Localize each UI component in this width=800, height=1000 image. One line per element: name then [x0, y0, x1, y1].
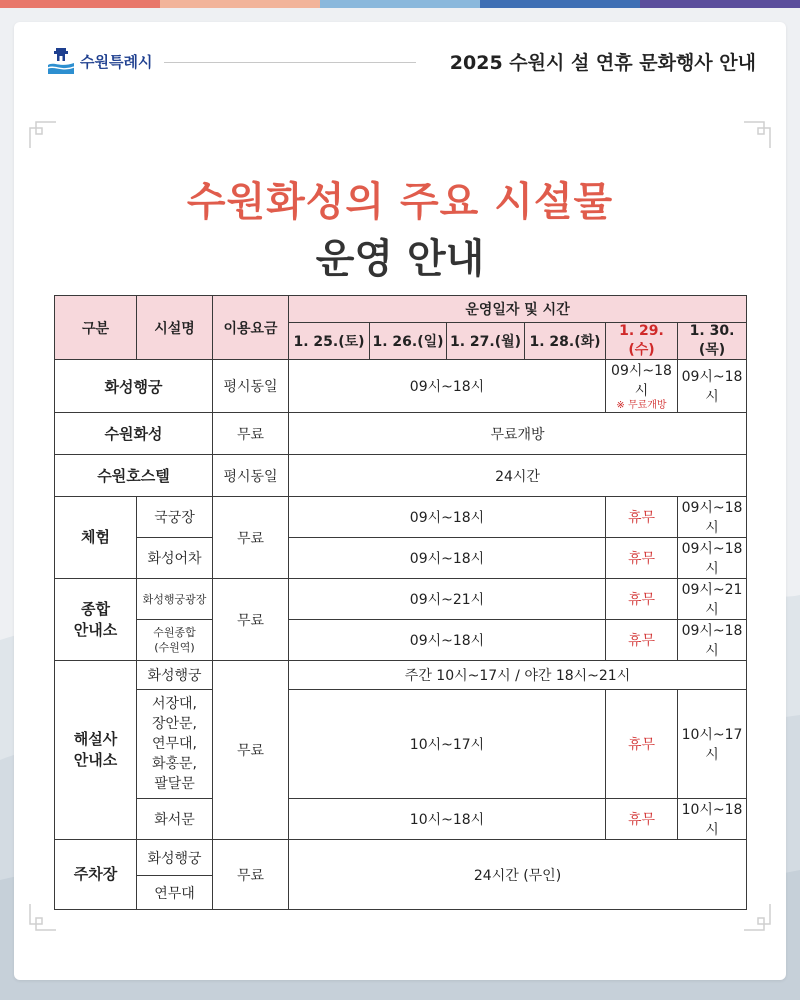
suwon-city-logo-icon [48, 46, 74, 74]
top-color-stripe [0, 0, 800, 8]
header-date: 1. 26.(일) [370, 323, 447, 360]
hours-cell: 09시~18시 [289, 497, 606, 538]
facility-name-line: 연무대, [151, 736, 198, 752]
category-cell: 주차장 [55, 840, 137, 910]
hours-cell: 09시~21시 [289, 579, 606, 620]
facility-name-line: 팔달문 [154, 776, 195, 792]
facility-name: 수원화성 [55, 413, 213, 455]
fee-cell: 무료 [213, 413, 289, 455]
facility-name: 화성어차 [137, 538, 213, 579]
corner-ornament-icon [28, 902, 58, 932]
category-cell [55, 579, 137, 661]
fee-cell: 무료 [213, 579, 289, 661]
closed-cell: 휴무 [606, 497, 678, 538]
hours-text: 09시~18시 [611, 363, 672, 399]
hours-cell: 무료개방 [289, 413, 747, 455]
hours-cell: 24시간 [289, 455, 747, 497]
fee-cell: 평시동일 [213, 455, 289, 497]
table-row [55, 661, 747, 690]
header-date: 1. 28.(화) [525, 323, 606, 360]
org-name: 수원특례시 [80, 53, 153, 71]
facility-name: 국궁장 [137, 497, 213, 538]
table-row [55, 538, 747, 579]
facility-name-line: 화홍문, [151, 756, 198, 772]
fee-cell: 무료 [213, 497, 289, 579]
hours-cell-d30: 09시~18시 [678, 538, 747, 579]
hours-cell-d30: 10시~18시 [678, 799, 747, 840]
page-title-line2: 운영 안내 [315, 236, 485, 282]
table-row [55, 413, 747, 455]
header-fee: 이용요금 [213, 296, 289, 360]
facility-name: 화성행궁 [137, 661, 213, 690]
closed-cell: 휴무 [606, 579, 678, 620]
closed-cell: 휴무 [606, 690, 678, 799]
free-entry-note: ※ 무료개방 [616, 400, 667, 411]
hours-cell-d30: 09시~18시 [678, 497, 747, 538]
table-row [55, 799, 747, 840]
corner-ornament-icon [742, 120, 772, 150]
content-card [14, 22, 786, 980]
header-date: 1. 25.(토) [289, 323, 370, 360]
fee-cell: 무료 [213, 840, 289, 910]
category-cell [55, 661, 137, 840]
stripe-segment-1 [0, 0, 160, 8]
hours-cell: 24시간 (무인) [289, 840, 747, 910]
hours-cell-d30: 09시~18시 [678, 620, 747, 661]
facility-name [137, 690, 213, 799]
fee-cell: 무료 [213, 661, 289, 840]
stripe-segment-2 [160, 0, 320, 8]
stripe-segment-5 [640, 0, 800, 8]
closed-cell: 휴무 [606, 620, 678, 661]
hours-cell: 09시~18시 [289, 538, 606, 579]
hours-cell: 10시~17시 [289, 690, 606, 799]
table-row [55, 360, 747, 413]
hours-cell-d30: 09시~21시 [678, 579, 747, 620]
table-row [55, 690, 747, 799]
category-line2: 안내소 [73, 620, 118, 639]
header-date: 1. 27.(월) [447, 323, 525, 360]
stripe-segment-4 [480, 0, 640, 8]
fee-cell: 평시동일 [213, 360, 289, 413]
hours-cell: 주간 10시~17시 / 야간 18시~21시 [289, 661, 747, 690]
hours-cell-d30: 10시~17시 [678, 690, 747, 799]
facility-name-line: 서장대, [151, 696, 198, 712]
facility-name: 화성행궁 [55, 360, 213, 413]
facility-name: 화서문 [137, 799, 213, 840]
category-line2: 안내소 [73, 751, 118, 769]
header-date: 1. 30.(목) [678, 323, 747, 360]
table-row [55, 620, 747, 661]
header-divider [164, 62, 416, 63]
facility-name [137, 620, 213, 661]
table-row [55, 579, 747, 620]
facility-name-line2: (수원역) [154, 641, 195, 654]
closed-cell: 휴무 [606, 538, 678, 579]
category-line1: 해설사 [73, 730, 118, 748]
closed-cell: 휴무 [606, 799, 678, 840]
page-header [14, 22, 786, 102]
facility-name: 화성행궁 [137, 840, 213, 876]
header-title: 2025 수원시 설 연휴 문화행사 안내 [449, 52, 756, 74]
facility-name-line1: 수원종합 [153, 626, 196, 639]
facility-name: 수원호스텔 [55, 455, 213, 497]
operation-schedule-table [54, 295, 747, 910]
corner-ornament-icon [742, 902, 772, 932]
category-cell: 체험 [55, 497, 137, 579]
hours-cell: 09시~18시 [289, 360, 606, 413]
header-facility: 시설명 [137, 296, 213, 360]
table-row [55, 455, 747, 497]
table-row [55, 497, 747, 538]
header-category: 구분 [55, 296, 137, 360]
category-line1: 종합 [81, 599, 110, 618]
hours-cell-d29 [606, 360, 678, 413]
table-row [55, 840, 747, 876]
stripe-segment-3 [320, 0, 480, 8]
hours-cell: 10시~18시 [289, 799, 606, 840]
corner-ornament-icon [28, 120, 58, 150]
facility-name: 화성행궁광장 [137, 579, 213, 620]
page-title-line1: 수원화성의 주요 시설물 [186, 179, 614, 225]
header-date-holiday: 1. 29.(수) [606, 323, 678, 360]
facility-name: 연무대 [137, 876, 213, 910]
facility-name-line: 장안문, [151, 716, 198, 732]
hours-cell: 09시~18시 [289, 620, 606, 661]
header-schedule: 운영일자 및 시간 [289, 296, 747, 323]
hours-cell-d30: 09시~18시 [678, 360, 747, 413]
